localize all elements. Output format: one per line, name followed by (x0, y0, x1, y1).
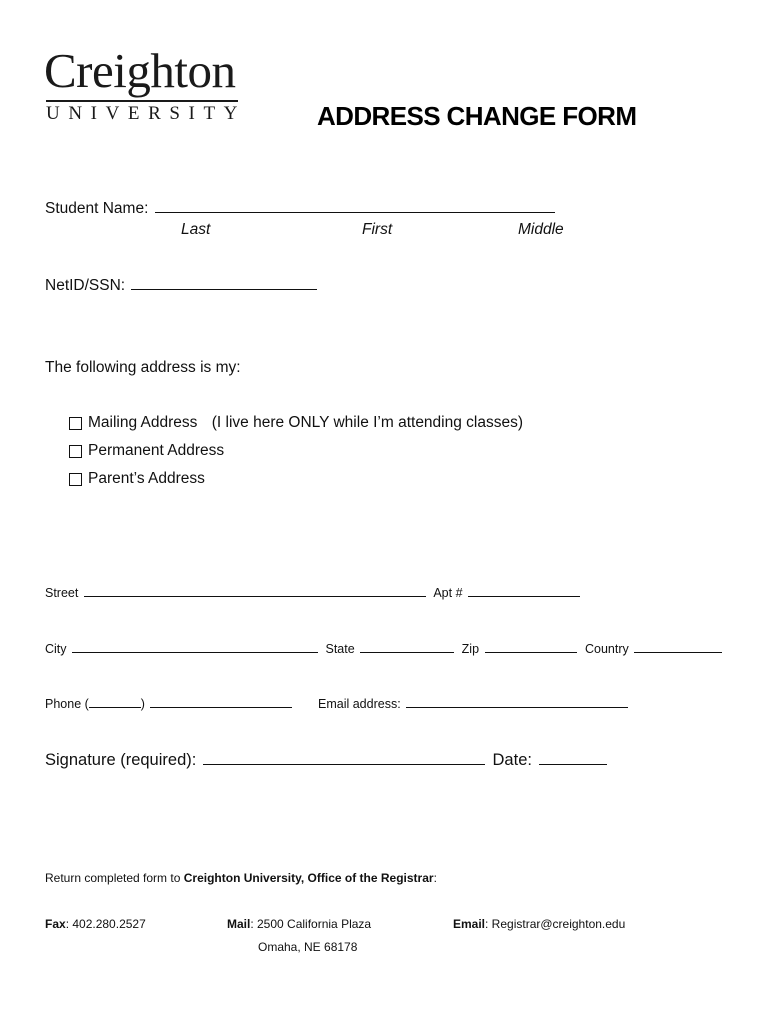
netid-field[interactable] (131, 275, 317, 290)
permanent-address-checkbox[interactable] (69, 445, 82, 458)
mail-info (227, 917, 371, 931)
student-name-label: Student Name: (45, 200, 149, 217)
street-field[interactable] (84, 584, 426, 597)
email-contact-label: Email (453, 917, 486, 931)
logo-divider (46, 100, 238, 102)
apt-field[interactable] (468, 584, 580, 597)
signature-label: Signature (required): (45, 751, 197, 769)
email-field[interactable] (406, 695, 628, 708)
phone-area-code-field[interactable] (89, 695, 141, 708)
mailing-address-checkbox[interactable] (69, 417, 82, 430)
apt-label: Apt # (433, 586, 463, 600)
student-name-row (45, 198, 555, 218)
state-label: State (325, 642, 355, 656)
fax-info (45, 917, 146, 931)
country-field[interactable] (634, 640, 722, 653)
city-label: City (45, 642, 67, 656)
state-field[interactable] (360, 640, 454, 653)
country-label: Country (585, 642, 629, 656)
student-name-field[interactable] (155, 198, 555, 213)
city-field[interactable] (72, 640, 318, 653)
signature-field[interactable] (203, 749, 485, 765)
form-title: ADDRESS CHANGE FORM (317, 101, 637, 131)
mailing-address-label: Mailing Address (88, 414, 198, 431)
mailing-address-note: (I live here ONLY while I’m attending classes) (211, 414, 524, 431)
signature-row (45, 749, 607, 770)
return-instructions (45, 871, 437, 885)
street-label: Street (45, 586, 79, 600)
email-info (453, 917, 625, 931)
university-logo-wordmark: Creighton (44, 43, 236, 98)
netid-label: NetID/SSN: (45, 277, 126, 294)
return-suffix: : (433, 871, 437, 885)
mail-address-line2: Omaha, NE 68178 (258, 940, 358, 954)
date-label: Date: (492, 751, 532, 769)
phone-row (45, 695, 292, 711)
parents-address-label: Parent’s Address (88, 470, 205, 487)
permanent-address-label: Permanent Address (88, 442, 225, 459)
return-prefix: Return completed form to (45, 871, 184, 885)
sublabel-first: First (362, 221, 393, 238)
mail-label: Mail (227, 917, 251, 931)
sublabel-middle: Middle (518, 221, 564, 238)
mailing-address-option (88, 414, 523, 432)
email-contact-address[interactable]: : Registrar@creighton.edu (485, 917, 626, 931)
date-field[interactable] (539, 749, 607, 765)
zip-label: Zip (461, 642, 480, 656)
address-type-prompt: The following address is my: (45, 359, 241, 376)
mail-address-line1: : 2500 California Plaza (250, 917, 372, 931)
fax-label: Fax (45, 917, 66, 931)
email-label: Email address: (318, 697, 401, 711)
phone-paren-close: ) (140, 697, 145, 711)
fax-number: : 402.280.2527 (65, 917, 146, 931)
netid-row (45, 275, 317, 295)
zip-field[interactable] (485, 640, 577, 653)
city-row (45, 640, 722, 656)
parents-address-checkbox[interactable] (69, 473, 82, 486)
return-organization: Creighton University, Office of the Registrar (183, 871, 434, 885)
sublabel-last: Last (181, 221, 211, 238)
street-row (45, 584, 580, 600)
phone-label: Phone ( (45, 697, 89, 711)
university-logo-subtitle: UNIVERSITY (46, 103, 246, 124)
phone-number-field[interactable] (150, 695, 292, 708)
email-row (318, 695, 628, 711)
